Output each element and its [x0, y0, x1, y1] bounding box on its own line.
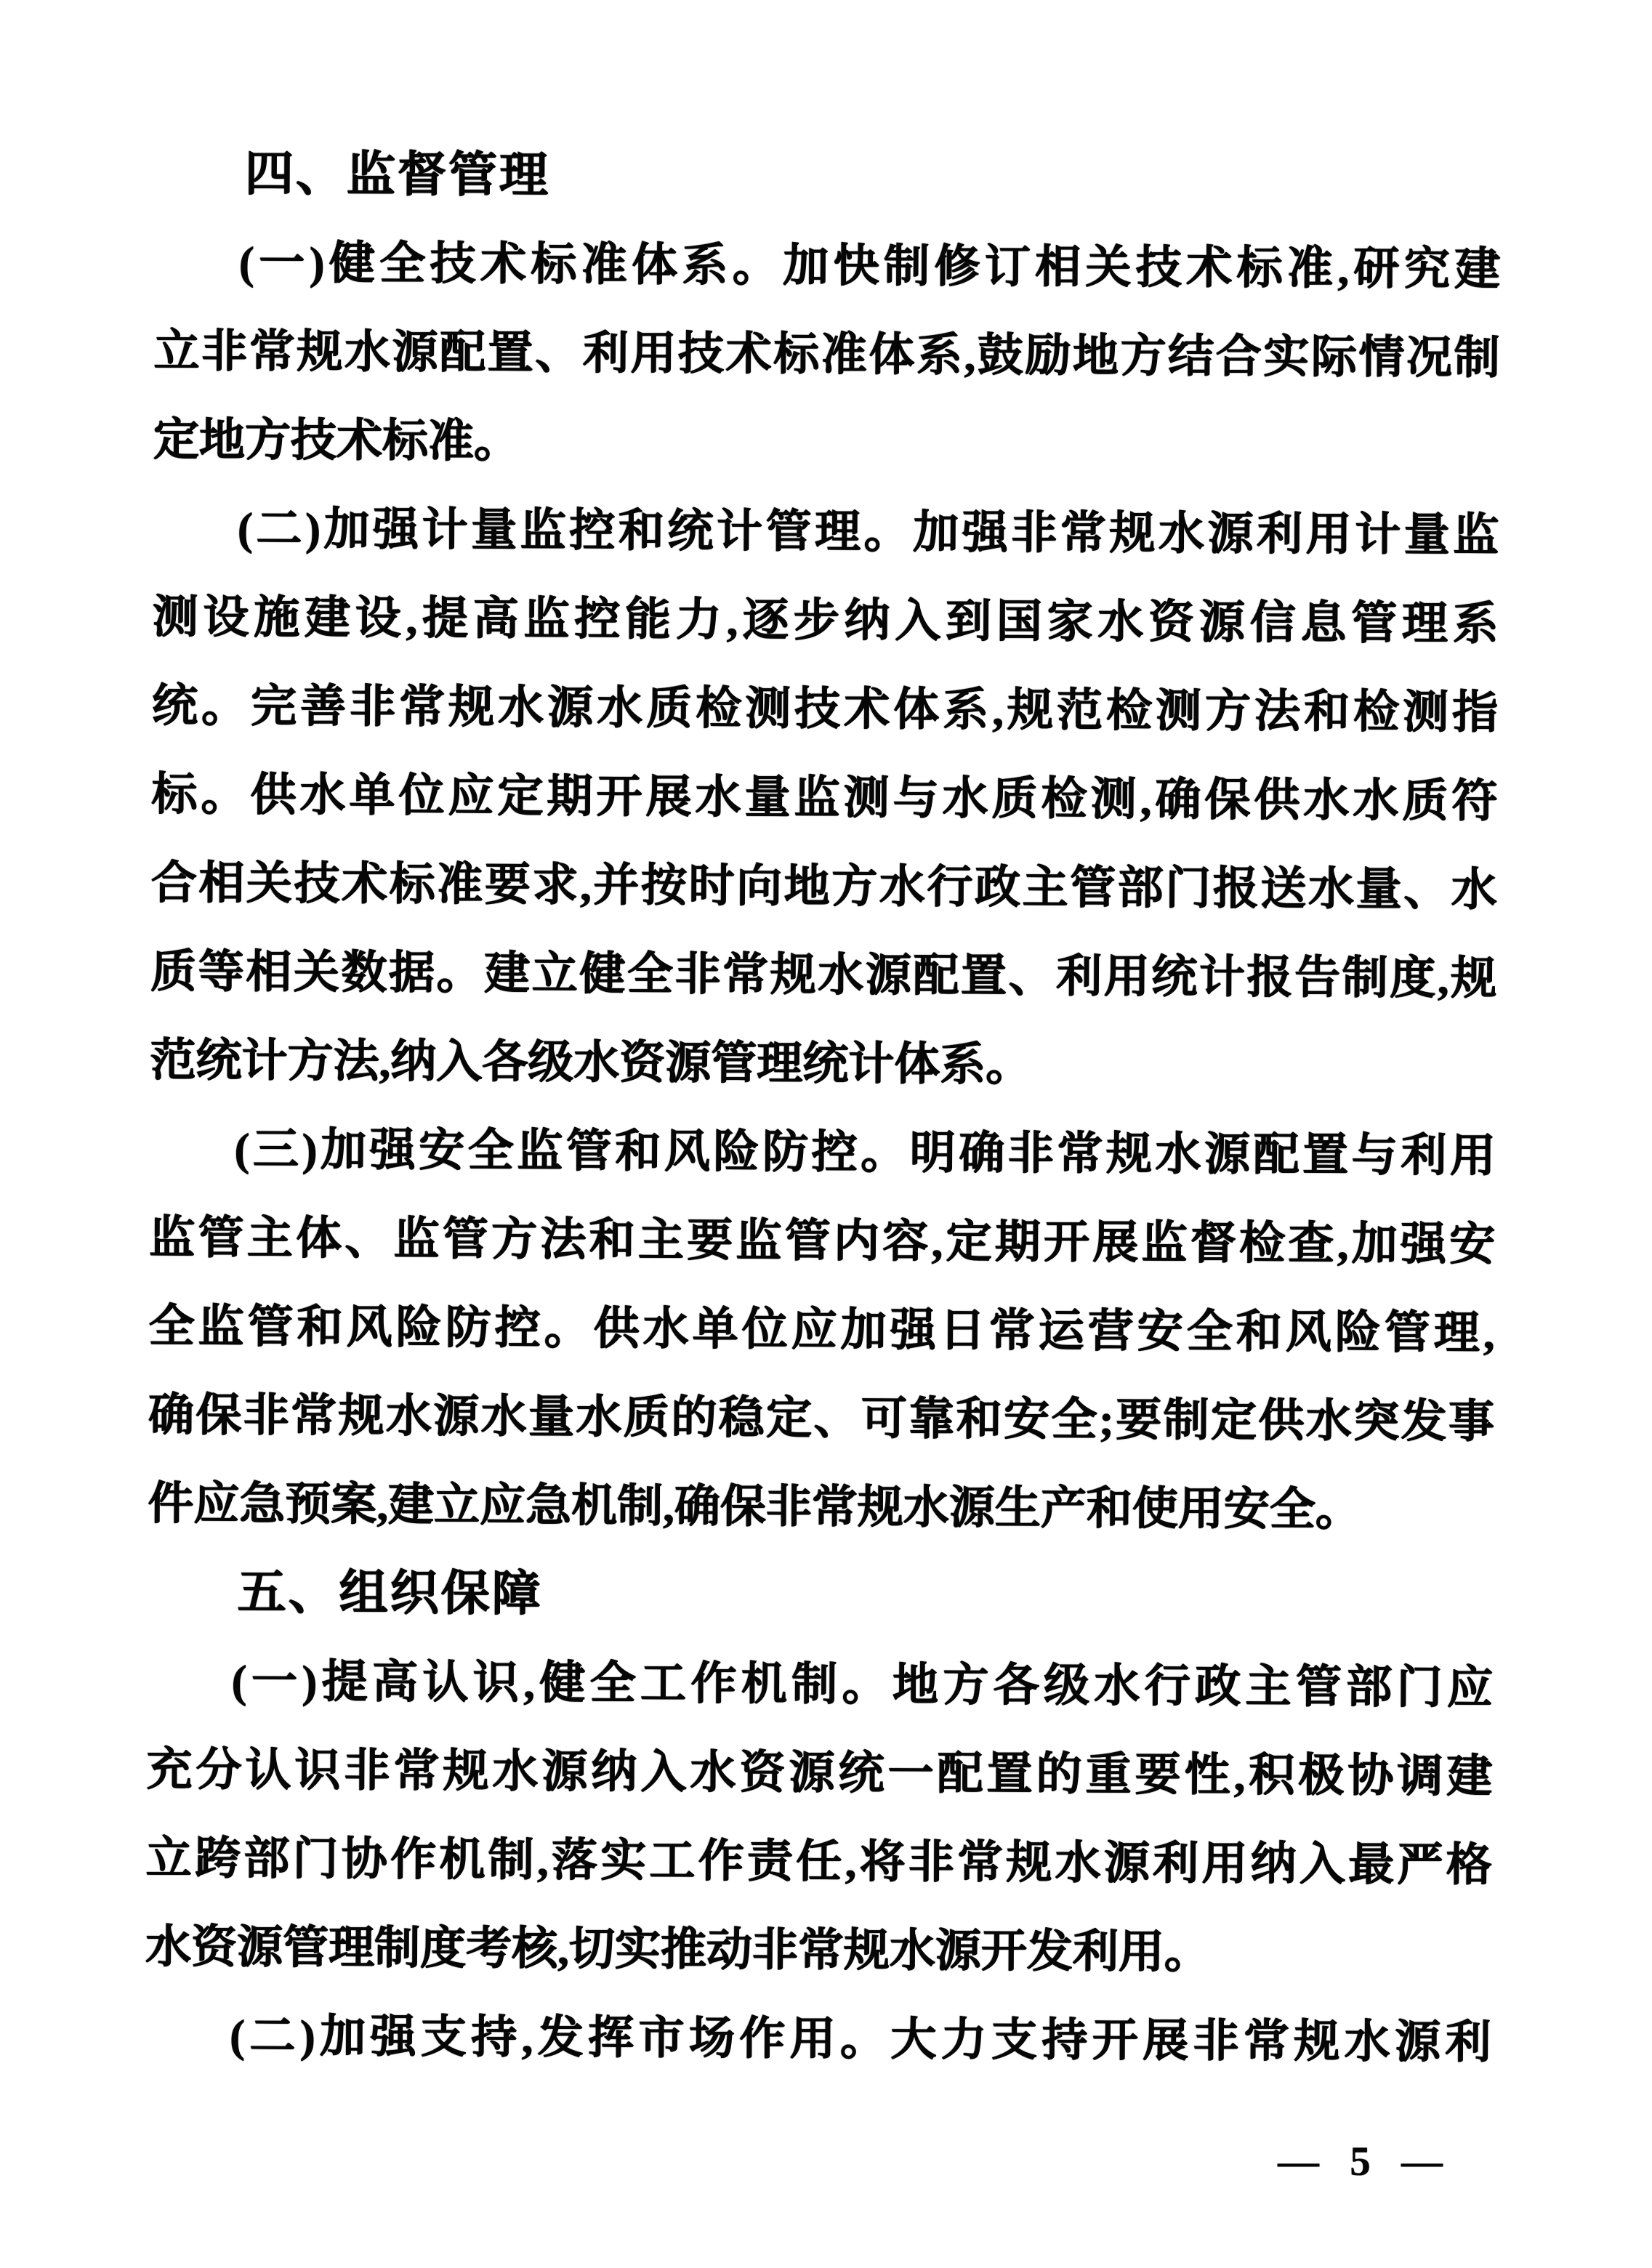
paragraph: [148, 1105, 1496, 1555]
paragraph-line: 统。完善非常规水源水质检测技术体系,规范检测方法和检测指: [151, 679, 1499, 738]
paragraph-line: 范统计方法,纳入各级水资源管理统计体系。: [150, 1034, 1032, 1091]
paragraph-line: 定地方技术标准。: [153, 413, 520, 467]
paragraph-line: 质等相关数据。建立健全非常规水源配置、利用统计报告制度,规: [150, 945, 1497, 1004]
paragraph-line: 全监管和风险防控。供水单位应加强日常运营安全和风险管理,: [148, 1300, 1495, 1359]
paragraph-line: 标。供水单位应定期开展水量监测与水质检测,确保供水水质符: [151, 768, 1498, 827]
paragraph-line: 监管主体、监管方法和主要监管内容,定期开展监督检查,加强安: [148, 1211, 1496, 1270]
paragraph-line: 测设施建设,提高监控能力,逐步纳入到国家水资源信息管理系: [152, 591, 1499, 650]
paragraph-line: 件应急预案,建立应急机制,确保非常规水源生产和使用安全。: [147, 1477, 1361, 1535]
paragraph: [145, 1637, 1494, 1998]
paragraph: [153, 218, 1500, 491]
paragraph-line: (二)加强计量监控和统计管理。加强非常规水源利用计量监: [237, 503, 1499, 561]
paragraph-line: (一)提高认识,健全工作机制。地方各级水行政主管部门应: [231, 1655, 1493, 1714]
paragraph-line: (二)加强支持,发挥市场作用。大力支持开展非常规水源利: [229, 2010, 1491, 2068]
paragraph-line: 充分认识非常规水源纳入水资源统一配置的重要性,积极协调建: [145, 1743, 1493, 1802]
paragraph-line: 立跨部门协作机制,落实工作责任,将非常规水源利用纳入最严格: [145, 1832, 1492, 1891]
paragraph: [145, 1991, 1491, 2087]
paragraph-line: (三)加强安全监管和风险防控。明确非常规水源配置与利用: [234, 1123, 1496, 1182]
page-number: — 5 —: [1278, 2139, 1453, 2184]
paragraph-line: 水资源管理制度考核,切实推动非常规水源开发利用。: [145, 1921, 1210, 1978]
paragraph-line: 合相关技术标准要求,并按时向地方水行政主管部门报送水量、水: [150, 857, 1497, 916]
section-heading: 四、监督管理: [244, 146, 550, 203]
section-heading: 五、组织保障: [237, 1565, 543, 1621]
paragraph-line: (一)健全技术标准体系。加快制修订相关技术标准,研究建: [238, 237, 1501, 295]
document-content: [145, 129, 1501, 2087]
paragraph-line: 确保非常规水源水量水质的稳定、可靠和安全;要制定供水突发事: [148, 1389, 1494, 1448]
paragraph: [150, 484, 1499, 1112]
paragraph-line: 立非常规水源配置、利用技术标准体系,鼓励地方结合实际情况制: [153, 325, 1500, 384]
